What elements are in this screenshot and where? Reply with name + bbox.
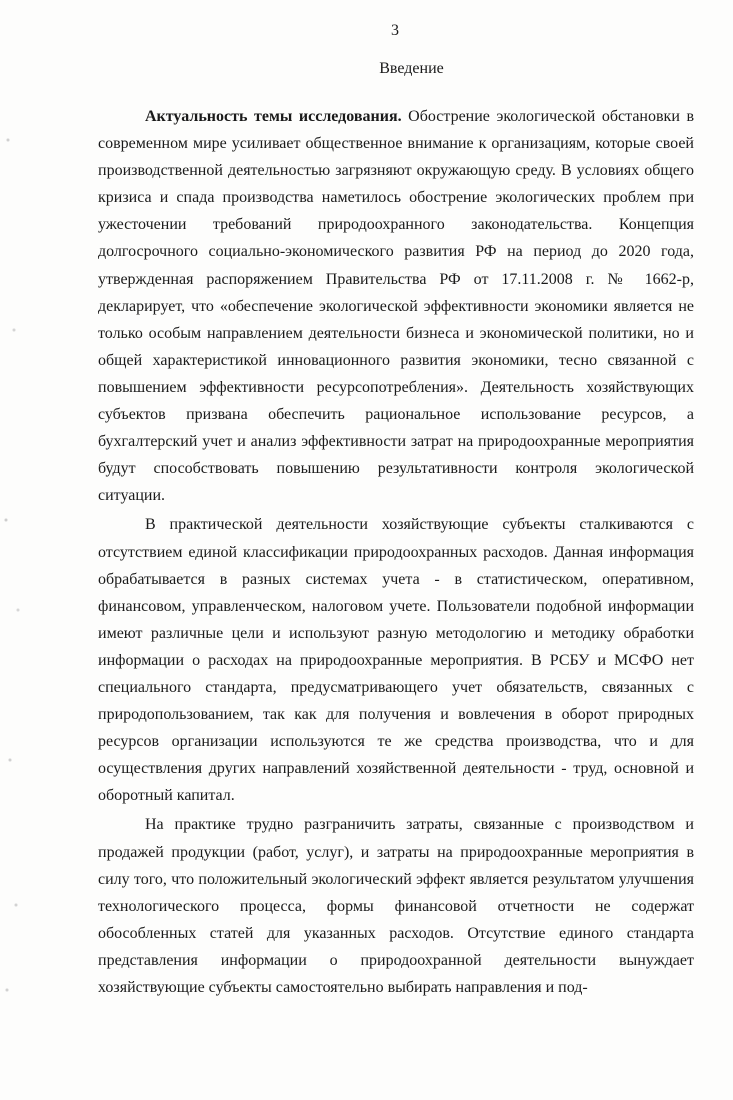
paragraph-text: На практике трудно разграничить затраты, связанные с производством и продажей продукции (работ, услуг), и затраты на природоохранные мероприятия в силу того, что положительный экологический эффект является результатом улучшения технологического процесса, формы финансовой отчетности не содержат обособленных статей для указанных расходов. Отсутствие единого стандарта представления информации о природоохранной деятельности вынуждает хозяйствующие субъекты самостоятельно выбирать направления и под- [98, 816, 694, 996]
paragraph-text: В практической деятельности хозяйствующие субъекты сталкиваются с отсутствием единой классификации природоохранных расходов. Данная информация обрабатывается в разных системах учета - в статистическом, оперативном, финансовом, управленческом, налоговом учете. Пользователи подобной информации имеют различные цели и используют разную методологию и методику обработки информации о расходах на природоохранные мероприятия. В РСБУ и МСФО нет специального стандарта, предусматривающего учет обязательств, связанных с природопользованием, так как для получения и вовлечения в оборот природных ресурсов организации используются те же средства производства, что и для осуществления других направлений хозяйственной деятельности - труд, основной и оборотный капитал. [98, 516, 694, 805]
paragraph-text: Обострение экологической обстановки в современном мире усиливает общественное внимание к организациям, которые своей производственной деятельностью загрязняют окружающую среду. В условиях общего кризиса и спада производства наметилось обострение экологических проблем при ужесточении требований природоохранного законодательства. Концепция долгосрочного социально-экономического развития РФ на период до 2020 года, утвержденная распоряжением Правительства РФ от 17.11.2008 г. № 1662-р, декларирует, что «обеспечение экологической эффективности экономики является не только особым направлением деятельности бизнеса и экономической политики, но и общей характеристикой инновационного развития экономики, тесно связанной с повышением эффективности ресурсопотребления». Деятельность хозяйствующих субъектов призвана обеспечить рациональное использование ресурсов, а бухгалтерский учет и анализ эффективности затрат на природоохранные мероприятия будут способствовать повышению результативности контроля экологической ситуации. [98, 108, 695, 505]
page-number: 3 [391, 22, 399, 39]
paragraph-practice [98, 511, 694, 809]
body-text [98, 103, 694, 1003]
section-heading: Введение [379, 60, 444, 77]
paragraph-relevance [98, 103, 694, 509]
paragraph-costs [98, 811, 694, 1001]
paragraph-lead: Актуальность темы исследования. [145, 108, 402, 125]
scan-artifacts [0, 0, 30, 1100]
